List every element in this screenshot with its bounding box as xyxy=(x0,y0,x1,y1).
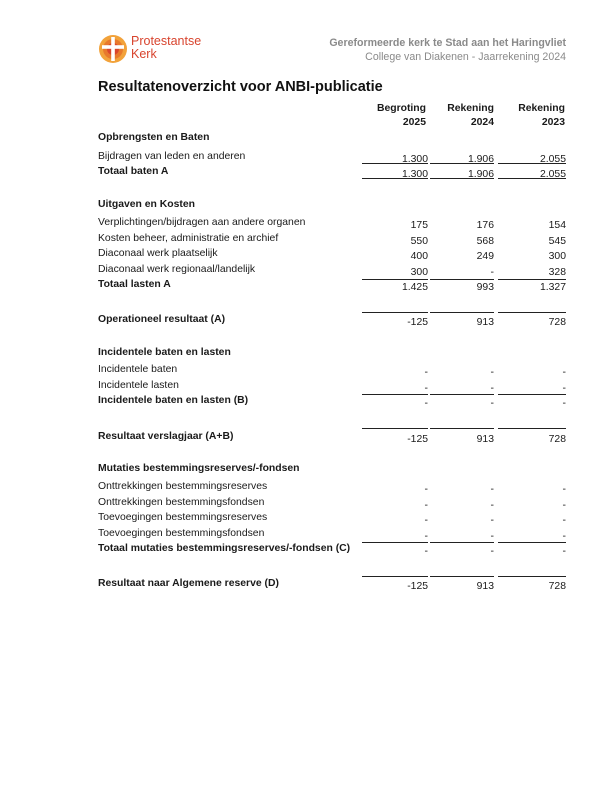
row-value: 913 xyxy=(476,581,494,592)
column-header-rekening-2023: Rekening 2023 xyxy=(518,103,565,128)
row-label: Operationeel resultaat (A) xyxy=(98,314,226,325)
row-value: 175 xyxy=(410,220,428,231)
row-value: 249 xyxy=(476,251,494,262)
row-label: Incidentele lasten xyxy=(98,380,179,391)
sum-rule xyxy=(430,428,494,429)
sum-rule xyxy=(498,163,566,164)
row-value: - xyxy=(424,531,428,542)
row-value: 993 xyxy=(476,282,494,293)
row-value: - xyxy=(490,383,494,394)
row-label: Incidentele baten en lasten (B) xyxy=(98,395,249,406)
row-value: - xyxy=(562,531,566,542)
row-value: - xyxy=(562,484,566,495)
row-label: Totaal baten A xyxy=(98,166,169,177)
organization-name: Gereformeerde kerk te Stad aan het Haringvliet xyxy=(329,37,566,49)
row-value: - xyxy=(424,398,428,409)
sum-rule xyxy=(430,576,494,577)
row-value: -125 xyxy=(407,434,428,445)
row-label: Kosten beheer, administratie en archief xyxy=(98,233,279,244)
sum-rule xyxy=(362,312,428,313)
sum-rule xyxy=(362,394,428,395)
sum-rule xyxy=(498,279,566,280)
row-value: 1.300 xyxy=(401,169,428,180)
row-value: 728 xyxy=(548,317,566,328)
row-value: 913 xyxy=(476,434,494,445)
row-value: - xyxy=(424,484,428,495)
sum-rule xyxy=(362,576,428,577)
page-title: Resultatenoverzicht voor ANBI-publicatie xyxy=(98,79,383,95)
sum-rule xyxy=(362,178,428,179)
sum-rule xyxy=(498,542,566,543)
row-value: - xyxy=(424,500,428,511)
row-value: 176 xyxy=(476,220,494,231)
sum-rule xyxy=(430,163,494,164)
row-value: - xyxy=(562,367,566,378)
row-label: Incidentele baten en lasten xyxy=(98,347,231,358)
sum-rule xyxy=(430,178,494,179)
row-value: 300 xyxy=(548,251,566,262)
row-value: 400 xyxy=(410,251,428,262)
row-label: Onttrekkingen bestemmingsreserves xyxy=(98,481,268,492)
row-value: 728 xyxy=(548,434,566,445)
cross-logo-icon xyxy=(98,34,128,64)
sum-rule xyxy=(498,428,566,429)
document-header xyxy=(329,36,566,64)
row-label: Resultaat naar Algemene reserve (D) xyxy=(98,578,279,589)
column-header-begroting-2025: Begroting 2025 xyxy=(376,103,426,128)
row-value: 568 xyxy=(476,236,494,247)
document-subtitle: College van Diakenen - Jaarrekening 2024 xyxy=(365,51,566,63)
row-value: - xyxy=(490,267,494,278)
sum-rule xyxy=(498,394,566,395)
row-label: Uitgaven en Kosten xyxy=(98,199,195,210)
row-label: Diaconaal werk plaatselijk xyxy=(98,248,218,259)
logo-text xyxy=(131,35,201,61)
row-label: Incidentele baten xyxy=(98,364,178,375)
row-value: 1.906 xyxy=(467,154,494,165)
logo-line1: Protestantse xyxy=(131,34,202,48)
row-label: Verplichtingen/bijdragen aan andere organen xyxy=(98,217,306,228)
row-label: Totaal mutaties bestemmingsreserves/-fondsen (C) xyxy=(98,543,351,554)
row-value: - xyxy=(424,367,428,378)
row-value: 1.906 xyxy=(467,169,494,180)
column-header-rekening-2024: Rekening 2024 xyxy=(447,103,494,128)
row-label: Bijdragen van leden en anderen xyxy=(98,151,246,162)
row-value: 300 xyxy=(410,267,428,278)
sum-rule xyxy=(430,279,494,280)
row-value: 1.327 xyxy=(539,282,566,293)
logo-line2: Kerk xyxy=(131,47,157,61)
row-value: - xyxy=(490,500,494,511)
row-value: -125 xyxy=(407,581,428,592)
row-label: Toevoegingen bestemmingsreserves xyxy=(98,512,268,523)
sum-rule xyxy=(362,428,428,429)
row-label: Toevoegingen bestemmingsfondsen xyxy=(98,528,265,539)
row-value: 1.425 xyxy=(401,282,428,293)
row-value: - xyxy=(424,383,428,394)
row-value: - xyxy=(490,546,494,557)
row-value: 913 xyxy=(476,317,494,328)
sum-rule xyxy=(430,542,494,543)
sum-rule xyxy=(362,279,428,280)
row-value: 328 xyxy=(548,267,566,278)
row-label: Mutaties bestemmingsreserves/-fondsen xyxy=(98,463,300,474)
row-value: 728 xyxy=(548,581,566,592)
row-label: Totaal lasten A xyxy=(98,279,171,290)
row-value: - xyxy=(562,398,566,409)
row-label: Resultaat verslagjaar (A+B) xyxy=(98,431,234,442)
row-label: Opbrengsten en Baten xyxy=(98,132,210,143)
row-value: - xyxy=(424,515,428,526)
row-value: - xyxy=(490,398,494,409)
row-value: - xyxy=(490,484,494,495)
sum-rule xyxy=(362,163,428,164)
church-logo xyxy=(98,32,208,66)
row-value: 2.055 xyxy=(539,169,566,180)
sum-rule xyxy=(430,394,494,395)
sum-rule xyxy=(362,542,428,543)
row-value: - xyxy=(562,500,566,511)
row-value: - xyxy=(562,546,566,557)
sum-rule xyxy=(498,576,566,577)
row-value: - xyxy=(424,546,428,557)
sum-rule xyxy=(498,178,566,179)
row-value: - xyxy=(562,515,566,526)
row-value: 545 xyxy=(548,236,566,247)
row-value: - xyxy=(490,515,494,526)
sum-rule xyxy=(498,312,566,313)
row-label: Onttrekkingen bestemmingsfondsen xyxy=(98,497,265,508)
row-label: Diaconaal werk regionaal/landelijk xyxy=(98,264,256,275)
row-value: - xyxy=(490,531,494,542)
row-value: 2.055 xyxy=(539,154,566,165)
row-value: -125 xyxy=(407,317,428,328)
sum-rule xyxy=(430,312,494,313)
row-value: 154 xyxy=(548,220,566,231)
row-value: - xyxy=(562,383,566,394)
row-value: 1.300 xyxy=(401,154,428,165)
row-value: - xyxy=(490,367,494,378)
row-value: 550 xyxy=(410,236,428,247)
